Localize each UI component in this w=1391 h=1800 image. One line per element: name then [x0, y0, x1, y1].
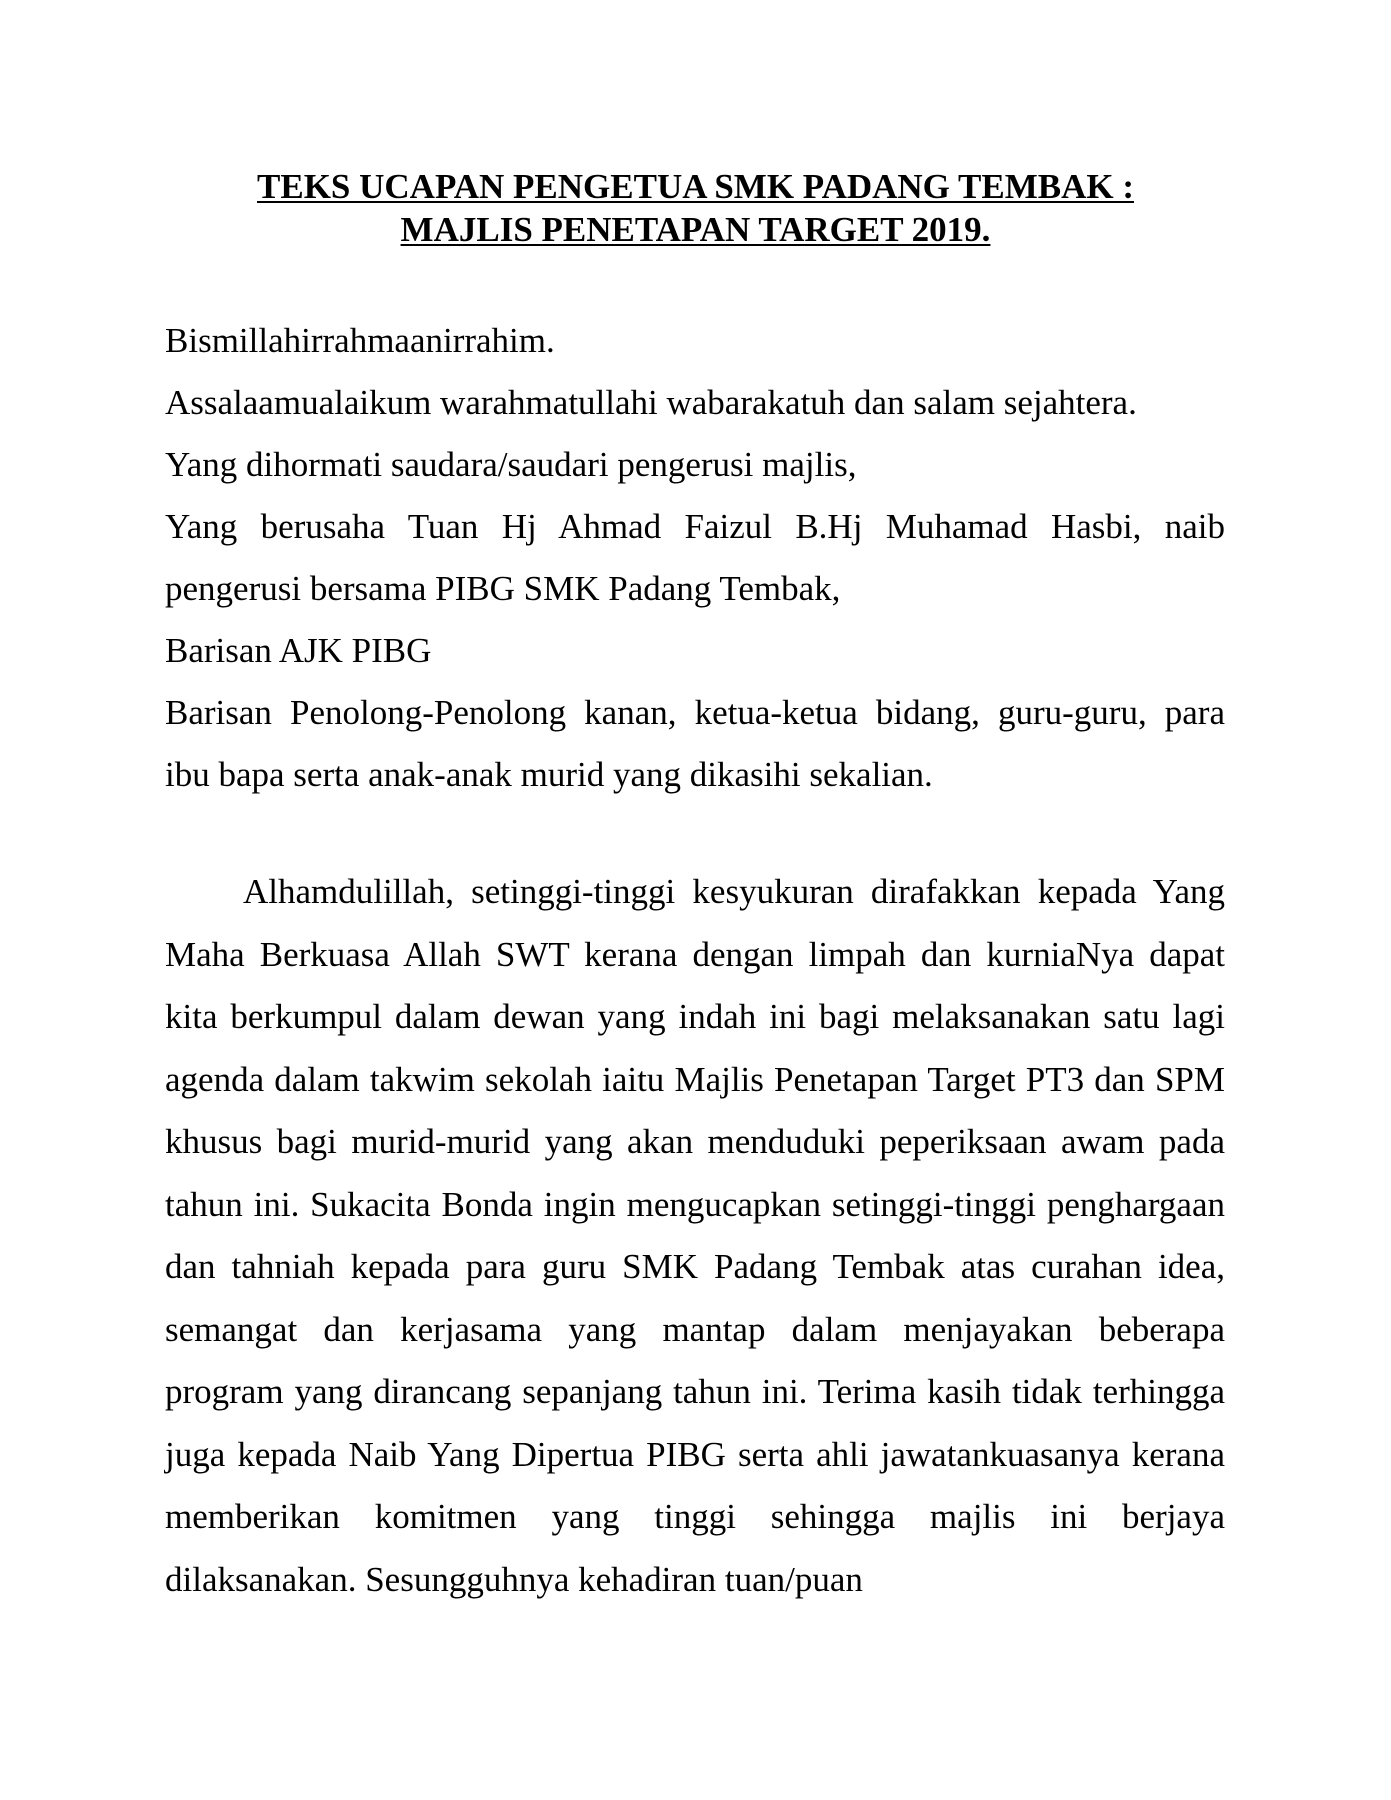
- greetings-block: [165, 310, 1225, 806]
- body-paragraph: Alhamdulillah, setinggi-tinggi kesyukuran dirafakkan kepada Yang Maha Berkuasa Allah SWT kerana dengan limpah dan kurniaNya dapat kita berkumpul dalam dewan yang indah ini bagi melaksanakan satu lagi agenda dalam takwim sekolah iaitu Majlis Penetapan Target PT3 dan SPM khusus bagi murid-murid yang akan menduduki peperiksaan awam pada tahun ini. Sukacita Bonda ingin mengucapkan setinggi-tinggi penghargaan dan tahniah kepada para guru SMK Padang Tembak atas curahan idea, semangat dan kerjasama yang mantap dalam menjayakan beberapa program yang dirancang sepanjang tahun ini. Terima kasih tidak terhingga juga kepada Naib Yang Dipertua PIBG serta ahli jawatankuasanya kerana memberikan komitmen yang tinggi sehingga majlis ini berjaya dilaksanakan. Sesungguhnya kehadiran tuan/puan: [165, 872, 1225, 1599]
- title-line-2: MAJLIS PENETAPAN TARGET 2019.: [400, 210, 991, 249]
- greeting-line-penolong-kanan: Barisan Penolong-Penolong kanan, ketua-ketua bidang, guru-guru, para: [165, 693, 1225, 732]
- greeting-line-bismillah: Bismillahirrahmaanirrahim.: [165, 321, 555, 360]
- greeting-line-pibg: pengerusi bersama PIBG SMK Padang Tembak,: [165, 569, 841, 608]
- greeting-line-ibu-bapa: ibu bapa serta anak-anak murid yang dikasihi sekalian.: [165, 755, 933, 794]
- document-title: [0, 165, 1391, 251]
- greeting-line-ajk: Barisan AJK PIBG: [165, 631, 432, 670]
- greeting-line-naib-pengerusi: Yang berusaha Tuan Hj Ahmad Faizul B.Hj Muhamad Hasbi, naib: [165, 507, 1225, 546]
- greeting-line-salam: Assalaamualaikum warahmatullahi wabarakatuh dan salam sejahtera.: [165, 383, 1137, 422]
- title-line-1: TEKS UCAPAN PENGETUA SMK PADANG TEMBAK :: [257, 167, 1134, 206]
- greeting-line-pengerusi: Yang dihormati saudara/saudari pengerusi majlis,: [165, 445, 857, 484]
